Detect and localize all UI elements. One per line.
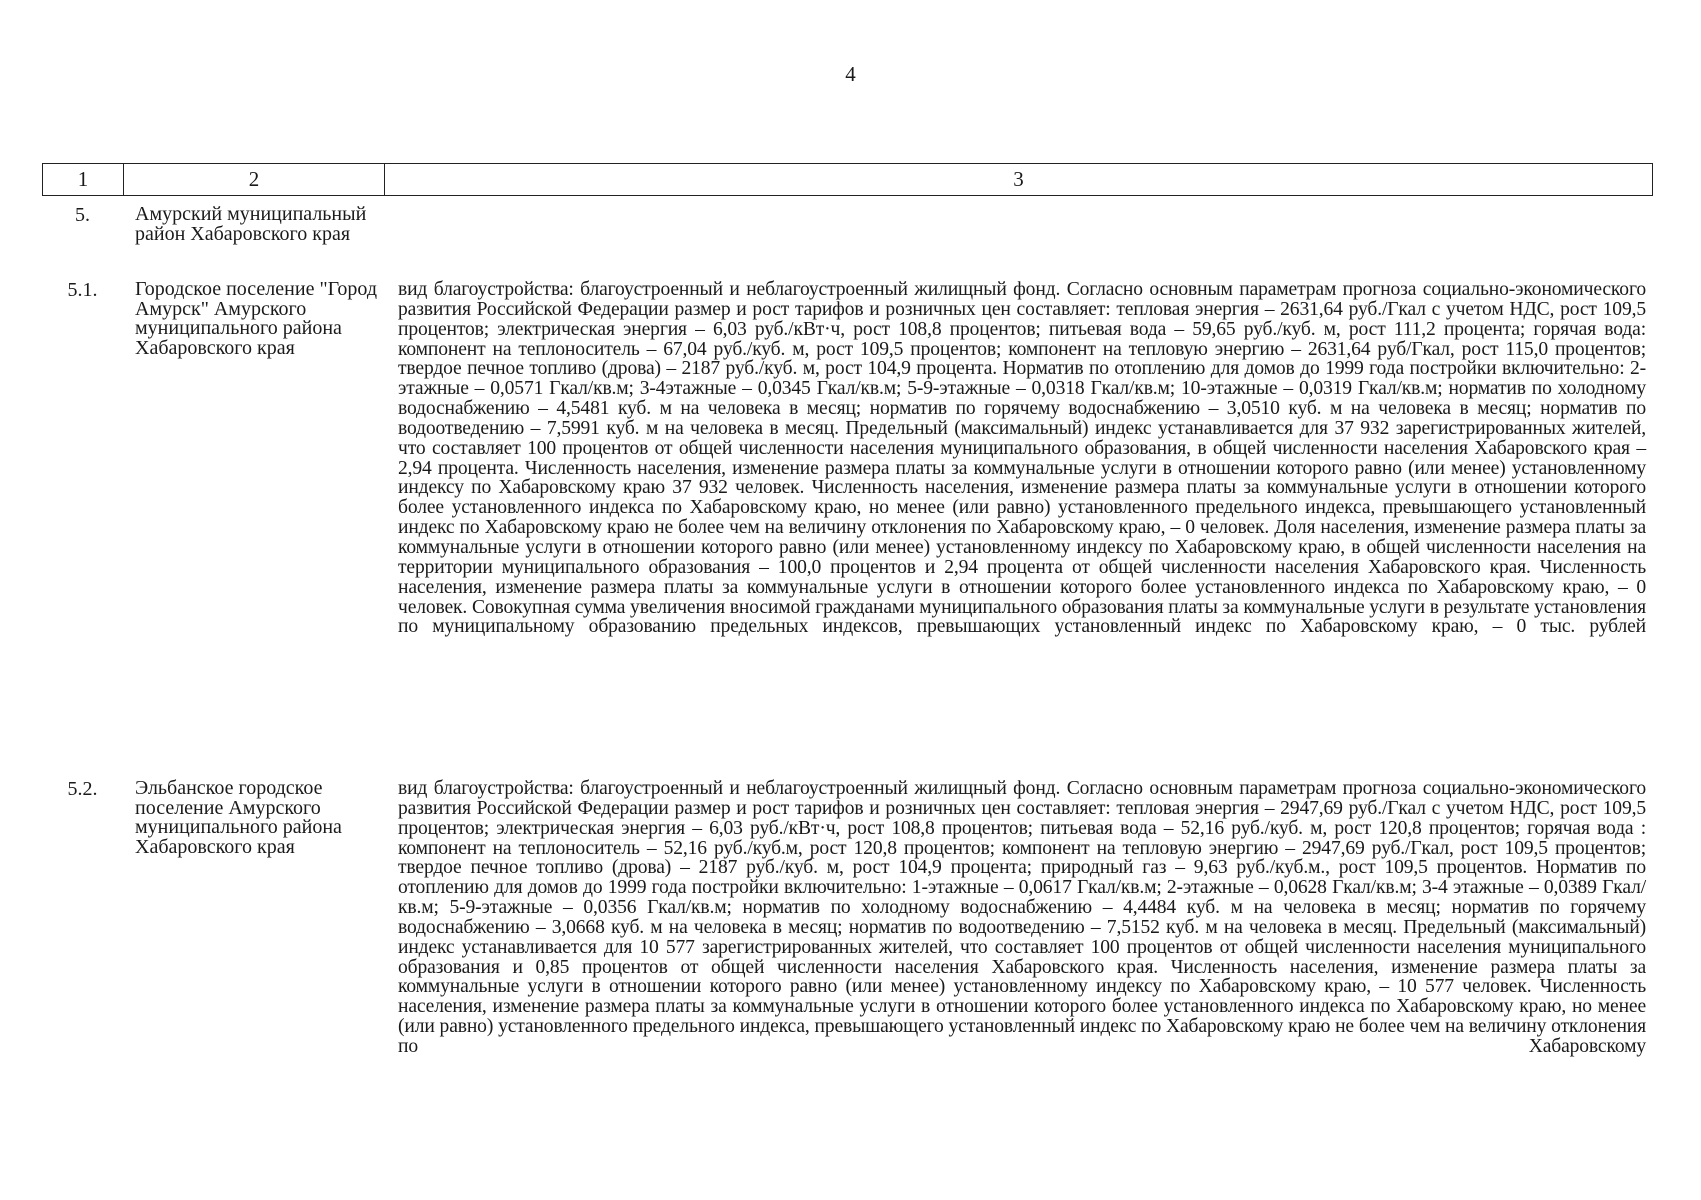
row-description (398, 280, 1646, 637)
row-number: 5.2. (67, 778, 98, 800)
municipality-name: Эльбанское городское поселение Амурского муниципального района Хабаровского края (135, 777, 342, 858)
header-col-2: 2 (124, 164, 385, 195)
row-description (398, 779, 1646, 1057)
row-number: 5.1. (67, 279, 98, 301)
page-number: 4 (845, 62, 856, 86)
table-row (42, 280, 1653, 770)
row-description-text: вид благоустройства: благоустроенный и неблагоустроенный жилищный фонд. Согласно основным параметрам прогноза социально-экономического развития Российской Федерации размер и рост тарифов и розничных цен составляет: тепловая энергия – 2947,69 руб./Гкал с учетом НДС, рост 109,5 процентов; электрическая энергия – 6,03 руб./кВт·ч, рост 108,8 процентов; питьевая вода – 52,16 руб./куб. м, рост 120,8 процентов; горячая вода : компонент на теплоноситель – 52,16 руб./куб.м, рост 120,8 процентов; компонент на тепловую энергию – 2947,69 руб./Гкал, рост 109,5 процентов; твердое печное топливо (дрова) – 2187 руб./куб. м, рост 104,9 процента; природный газ – 9,63 руб./куб.м., рост 109,5 процентов. Норматив по отоплению для домов до 1999 года постройки включительно: 1-этажные – 0,0617 Гкал/кв.м; 2-этажные – 0,0628 Гкал/кв.м; 3-4 этажные – 0,0389 Гкал/кв.м; 5-9-этажные – 0,0356 Гкал/кв.м; норматив по холодному водоснабжению – 4,4484 куб. м на человека в месяц; норматив по горячему водоснабжению – 3,0668 куб. м на человека в месяц; норматив по водоотведению – 7,5152 куб. м на человека в месяц. Предельный (максимальный) индекс устанавливается для 10 577 зарегистрированных жителей, что составляет 100 процентов от общей численности населения муниципального образования и 0,85 процентов от общей численности населения Хабаровского края. Численность населения, изменение размера платы за коммунальные услуги в отношении которого равно (или менее) установленному индексу по Хабаровскому краю, – 10 577 человек. Численность населения, изменение размера платы за коммунальные услуги в отношении которого более установленного индекса по Хабаровскому краю, но менее (или равно) установленного предельного индекса, превышающего установленный индекс по Хабаровскому краю не более чем на величину отклонения по Хабаровскому (398, 778, 1646, 1057)
municipality-name: Амурский муниципальный район Хабаровского края (135, 203, 367, 245)
header-col-3: 3 (1013, 167, 1024, 191)
header-col-1: 1 (43, 164, 124, 195)
table-row (42, 205, 1653, 267)
row-description-text: вид благоустройства: благоустроенный и неблагоустроенный жилищный фонд. Согласно основным параметрам прогноза социально-экономического развития Российской Федерации размер и рост тарифов и розничных цен составляет: тепловая энергия – 2631,64 руб./Гкал с учетом НДС, рост 109,5 процентов; электрическая энергия – 6,03 руб./кВт·ч, рост 108,8 процентов; питьевая вода – 59,65 руб./куб. м, рост 111,2 процента; горячая вода: компонент на теплоноситель – 67,04 руб./куб. м, рост 109,5 процентов; компонент на тепловую энергию – 2631,64 руб/Гкал, рост 115,0 процентов; твердое печное топливо (дрова) – 2187 руб./куб. м, рост 104,9 процента. Норматив по отоплению для домов до 1999 года постройки включительно: 2-этажные – 0,0571 Гкал/кв.м; 3-4этажные – 0,0345 Гкал/кв.м; 5-9-этажные – 0,0318 Гкал/кв.м; 10-этажные – 0,0319 Гкал/кв.м; норматив по холодному водоснабжению – 4,5481 куб. м на человека в месяц; норматив по горячему водоснабжению – 3,0510 куб. м на человека в месяц; норматив по водоотведению – 7,5991 куб. м на человека в месяц. Предельный (максимальный) индекс устанавливается для 37 932 зарегистрированных жителей, что составляет 100 процентов от общей численности населения муниципального образования, в общей численности населения Хабаровского края – 2,94 процента. Численность населения, изменение размера платы за коммунальные услуги в отношении которого равно (или менее) установленному индексу по Хабаровскому краю 37 932 человек. Численность населения, изменение размера платы за коммунальные услуги в отношении которого более установленного индекса по Хабаровскому краю, но менее (или равно) установленного предельного индекса, превышающего установленный индекс по Хабаровскому краю не более чем на величину отклонения по Хабаровскому краю, – 0 человек. Доля населения, изменение размера платы за коммунальные услуги в отношении которого равно (или менее) установленному индексу по Хабаровскому краю, в общей численности населения на территории муниципального образования – 100,0 процентов и 2,94 процента от общей численности населения Хабаровского края. Численность населения, изменение размера платы за коммунальные услуги в отношении которого более установленного индекса по Хабаровскому краю, – 0 человек. Совокупная сумма увеличения вносимой гражданами муниципального образования платы за коммунальные услуги в результате установления по муниципальному образованию предельных индексов, превышающих установленный индекс по Хабаровскому краю, – 0 тыс. рублей (398, 279, 1646, 638)
table-row (42, 779, 1653, 1124)
row-number: 5. (75, 204, 90, 226)
municipality-name: Городское поселение "Город Амурск" Амурского муниципального района Хабаровского края (135, 278, 378, 359)
table-header (42, 163, 1653, 196)
